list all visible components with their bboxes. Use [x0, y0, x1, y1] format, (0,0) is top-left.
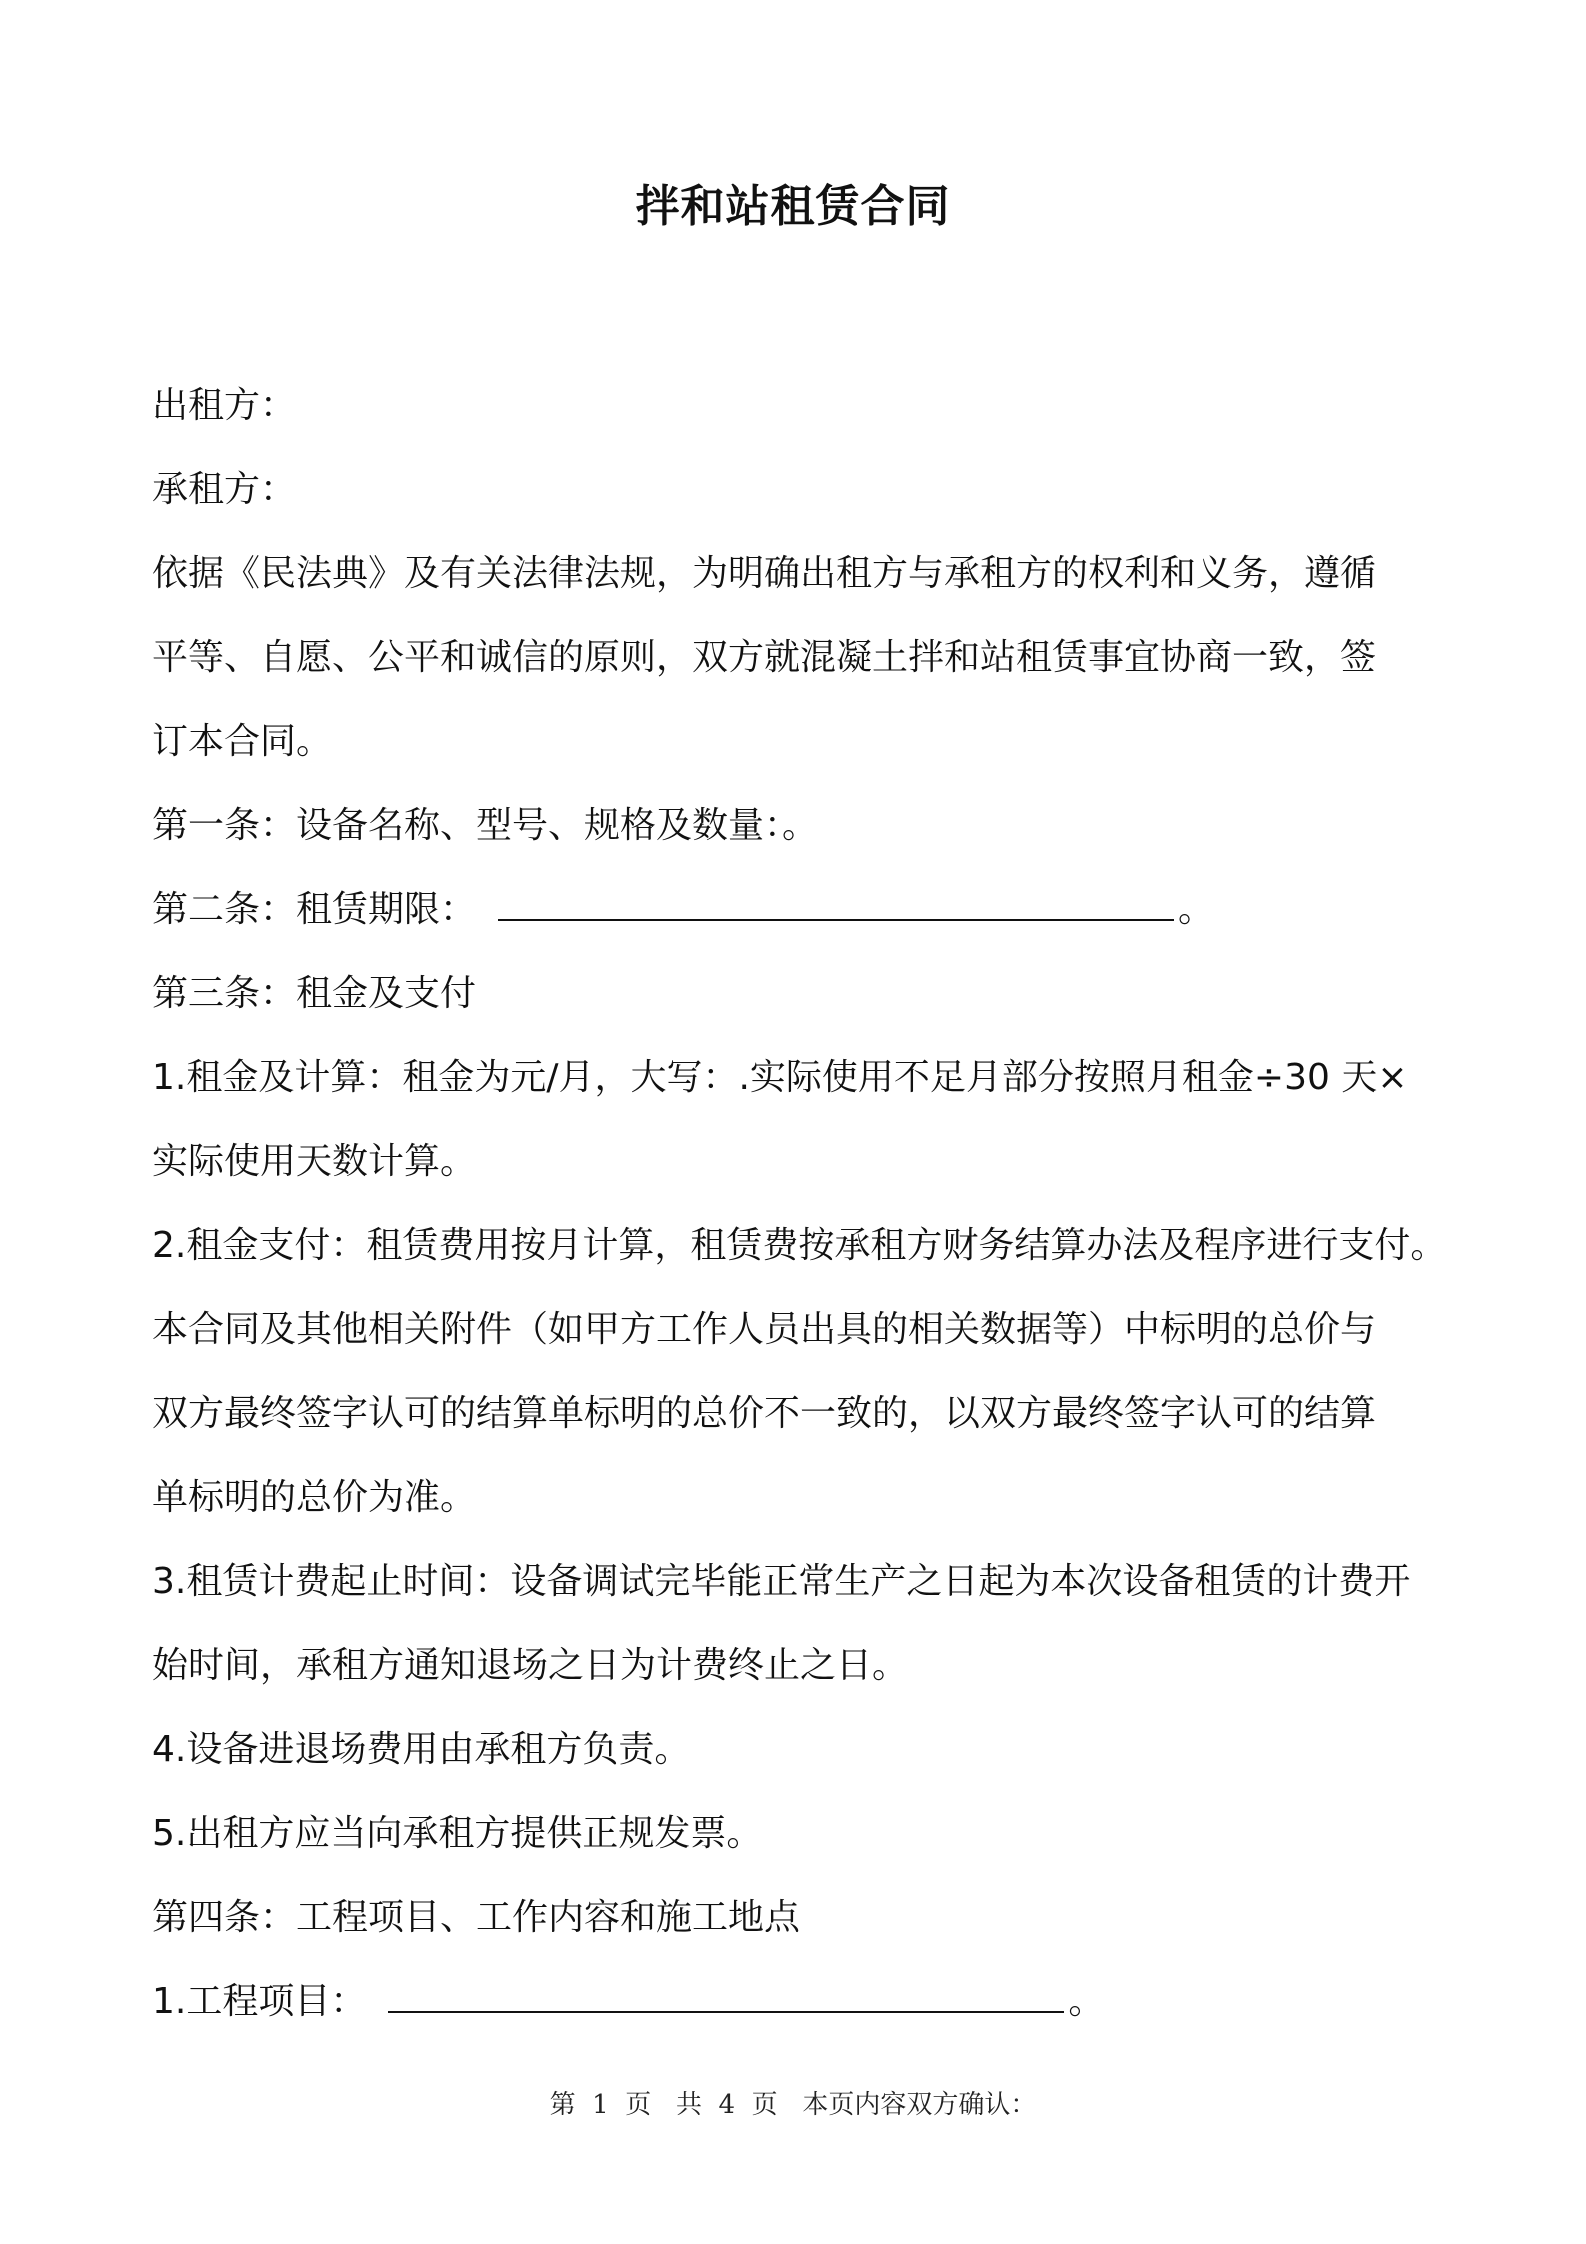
item-2-line-3: 双方最终签字认可的结算单标明的总价不一致的，以双方最终签字认可的结算	[152, 1393, 1377, 1434]
article-1: 第一条：设备名称、型号、规格及数量：。	[152, 805, 819, 846]
project-blank	[388, 1971, 1064, 2013]
document-title: 拌和站租赁合同	[635, 181, 951, 232]
preamble-line-1: 依据《民法典》及有关法律法规，为明确出租方与承租方的权利和义务，遵循	[152, 553, 1377, 594]
item-1-line-2: 实际使用天数计算。	[152, 1141, 477, 1182]
item-2-line-2: 本合同及其他相关附件（如甲方工作人员出具的相关数据等）中标明的总价与	[152, 1309, 1377, 1350]
item-4: 4.设备进退场费用由承租方负责。	[152, 1729, 691, 1770]
item-3-line-2: 始时间，承租方通知退场之日为计费终止之日。	[152, 1645, 909, 1686]
article-4: 第四条：工程项目、工作内容和施工地点	[152, 1897, 801, 1938]
page-footer: 第 1 页 共 4 页 本页内容双方确认：	[549, 2090, 1037, 2120]
item-2-line-1: 2.租金支付：租赁费用按月计算，租赁费按承租方财务结算办法及程序进行支付。	[152, 1225, 1447, 1266]
article-3: 第三条：租金及支付	[152, 973, 477, 1014]
lessee-line: 承租方：	[152, 469, 297, 510]
lessor-line: 出租方：	[152, 385, 297, 426]
item-3-line-1: 3.租赁计费起止时间：设备调试完毕能正常生产之日起为本次设备租赁的计费开	[152, 1561, 1411, 1602]
project-end: 。	[1068, 1981, 1105, 2022]
project-label: 1.工程项目：	[152, 1981, 367, 2022]
article-2-label: 第二条：租赁期限：	[152, 889, 477, 930]
preamble-line-2: 平等、自愿、公平和诚信的原则，双方就混凝土拌和站租赁事宜协商一致，签	[152, 637, 1377, 678]
article-2-end: 。	[1178, 889, 1215, 930]
preamble-line-3: 订本合同。	[152, 721, 333, 762]
project-line	[152, 1960, 1448, 2044]
item-2-line-4: 单标明的总价为准。	[152, 1477, 477, 1518]
item-1-line-1: 1.租金及计算：租金为元/月，大写：.实际使用不足月部分按照月租金÷30 天×	[152, 1057, 1408, 1098]
item-5: 5.出租方应当向承租方提供正规发票。	[152, 1813, 763, 1854]
article-2	[152, 868, 1448, 952]
lease-term-blank	[498, 879, 1174, 921]
contract-body	[152, 364, 1448, 2044]
